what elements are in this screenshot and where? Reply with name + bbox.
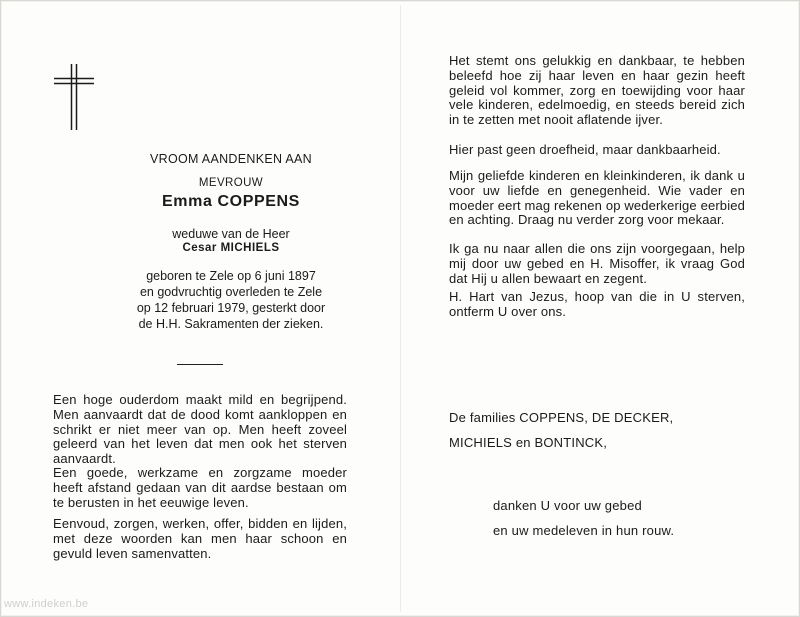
left-paragraph: Een hoge ouderdom maakt mild en begrijpend. Men aanvaardt dat de dood komt aankloppen en schrikt er niet meer van op. Men heeft zoveel geleerd van het leven dat men ook het sterven aanvaardt.	[53, 392, 347, 467]
divider	[177, 364, 223, 365]
right-paragraph: Het stemt ons gelukkig en dankbaar, te hebben beleefd hoe zij haar leven en haar gezin heeft geleid vol kommer, zorg en toewijding voor haar vele kinderen, edelmoedig, en steeds bereid zich in te zetten met nooit aflatende ijver.	[449, 53, 745, 128]
watermark: www.indeken.be	[4, 598, 89, 610]
cross-icon	[53, 63, 95, 131]
right-paragraph: Mijn geliefde kinderen en kleinkinderen, ik dank u voor uw liefde en genegenheid. Wie vader en moeder eert mag rekenen op wederkerige eerbied en achting. Draag nu verder zorg voor mekaar.	[449, 168, 745, 228]
thanks-line: en uw medeleven in hun rouw.	[493, 523, 675, 538]
right-paragraph: H. Hart van Jezus, hoop van die in U sterven, ontferm U over ons.	[449, 289, 745, 319]
title-prefix: MEVROUW	[198, 177, 264, 189]
heading: VROOM AANDENKEN AAN	[150, 152, 312, 166]
husband-name: Cesar MICHIELS	[182, 242, 280, 254]
life-line: op 12 februari 1979, gesterkt door	[136, 301, 326, 315]
widow-of: weduwe van de Heer	[172, 227, 290, 241]
life-details	[101, 268, 361, 332]
left-paragraph: Een goede, werkzame en zorgzame moeder heeft afstand gedaan van dit aardse bestaan om te berusten in het eeuwige leven.	[53, 465, 347, 510]
families-line: De families COPPENS, DE DECKER,	[449, 410, 674, 425]
thanks-line: danken U voor uw gebed	[493, 498, 642, 513]
left-paragraph: Eenvoud, zorgen, werken, offer, bidden en lijden, met deze woorden kan men haar schoon en gevuld leven samenvatten.	[53, 516, 347, 561]
life-line: en godvruchtig overleden te Zele	[139, 285, 323, 299]
life-line: de H.H. Sakramenten der zieken.	[138, 317, 324, 331]
right-paragraph: Ik ga nu naar allen die ons zijn voorgegaan, help mij door uw gebed en H. Misoffer, ik vraag God dat Hij u allen bewaart en zegent.	[449, 241, 745, 286]
right-paragraph: Hier past geen droefheid, maar dankbaarheid.	[449, 142, 721, 157]
life-line: geboren te Zele op 6 juni 1897	[146, 269, 316, 283]
families-line: MICHIELS en BONTINCK,	[449, 435, 608, 450]
deceased-name: Emma COPPENS	[162, 193, 300, 210]
center-fold	[400, 5, 401, 612]
